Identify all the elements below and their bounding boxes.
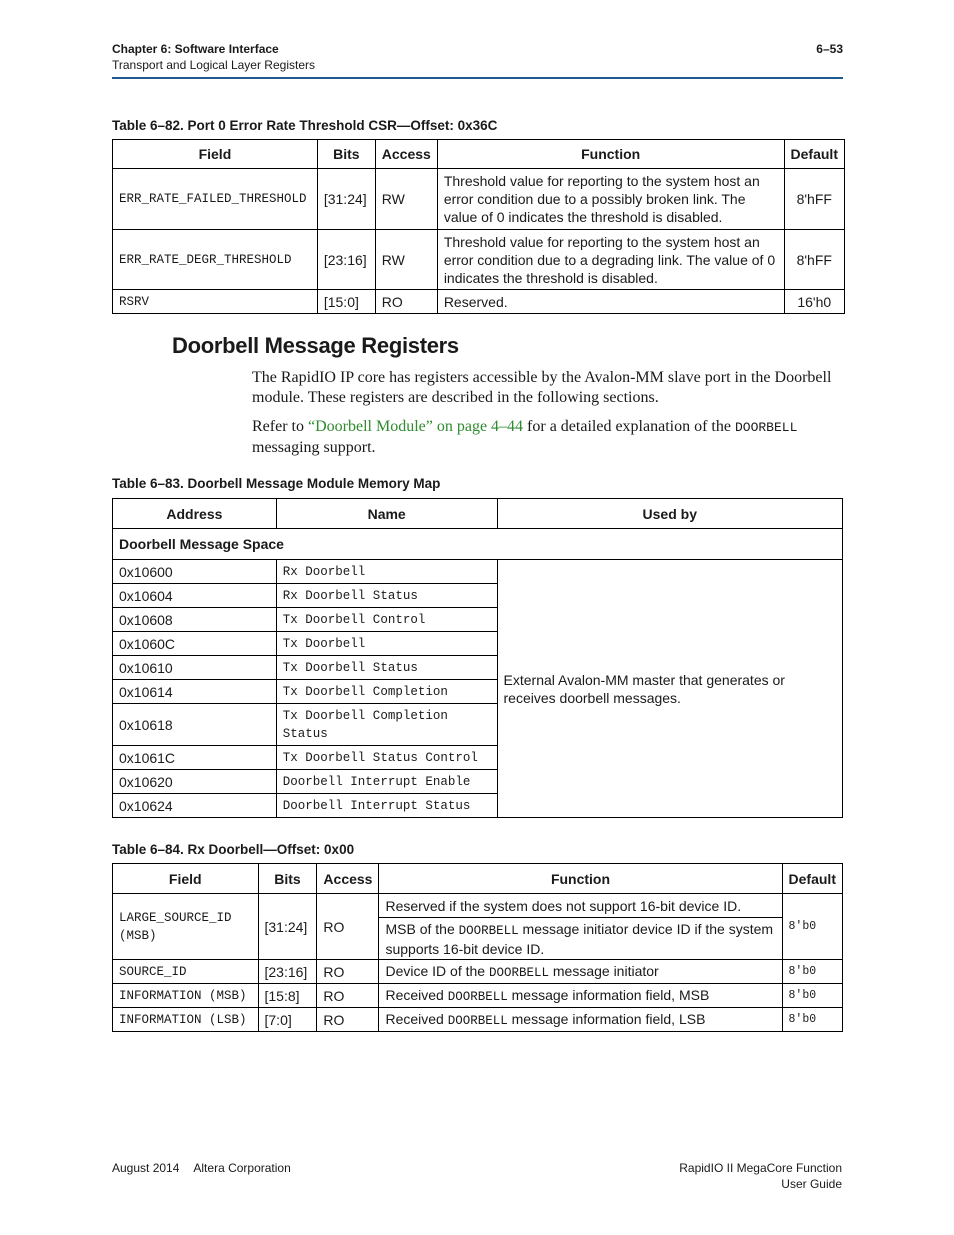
access-cell: RO: [317, 960, 379, 984]
function-cell: Threshold value for reporting to the system host an error condition due to a possibly broken link. The value of 0 indicates the threshold is disabled.: [437, 169, 784, 230]
function-text: Received: [385, 1011, 448, 1027]
column-header: Used by: [497, 499, 842, 529]
bits-cell: [15:8]: [258, 984, 317, 1008]
function-cell: [379, 984, 782, 1008]
bits-cell: [31:24]: [317, 169, 375, 230]
name-cell: Tx Doorbell Status: [276, 656, 497, 680]
section-title: Transport and Logical Layer Registers: [112, 58, 315, 72]
function-text: message information field, MSB: [507, 987, 710, 1003]
column-header: Address: [113, 499, 277, 529]
address-cell: 0x10614: [113, 680, 277, 704]
address-cell: 0x10600: [113, 560, 277, 584]
field-cell: RSRV: [113, 290, 318, 314]
address-cell: 0x1060C: [113, 632, 277, 656]
column-header: Default: [784, 140, 844, 169]
paragraph-text: messaging support.: [252, 439, 376, 456]
footer-date: August 2014: [112, 1161, 180, 1175]
function-cell: Reserved if the system does not support 16-bit device ID.: [379, 894, 782, 918]
group-label: Doorbell Message Space: [113, 529, 843, 560]
default-cell: 8'hFF: [784, 230, 844, 290]
table-84: [112, 863, 843, 1032]
function-text: Received: [385, 987, 448, 1003]
table-header-row: [113, 499, 843, 529]
section-heading: Doorbell Message Registers: [172, 333, 459, 358]
access-cell: RO: [375, 290, 437, 314]
code-text: DOORBELL: [734, 420, 798, 435]
column-header: Access: [375, 140, 437, 169]
access-cell: RO: [317, 1008, 379, 1032]
table-82: [112, 139, 845, 314]
footer-doc-type: User Guide: [781, 1177, 842, 1191]
name-cell: Tx Doorbell: [276, 632, 497, 656]
footer-right: [679, 1160, 842, 1192]
address-cell: 0x10604: [113, 584, 277, 608]
address-cell: 0x10610: [113, 656, 277, 680]
page-number: 6–53: [816, 42, 843, 56]
function-text: message information field, LSB: [507, 1011, 706, 1027]
table-row: [113, 1008, 843, 1032]
paragraph-text: for a detailed explanation of the: [523, 418, 735, 435]
intro-paragraph: The RapidIO IP core has registers accessible by the Avalon-MM slave port in the Doorbell module. These registers are described in the following sections.: [252, 369, 832, 406]
reference-paragraph: [252, 417, 842, 458]
name-cell: Doorbell Interrupt Status: [276, 794, 497, 818]
field-cell: INFORMATION (LSB): [113, 1008, 259, 1032]
default-cell: 8'b0: [782, 960, 842, 984]
column-header: Field: [113, 140, 318, 169]
field-cell: INFORMATION (MSB): [113, 984, 259, 1008]
bits-cell: [23:16]: [317, 230, 375, 290]
field-cell: ERR_RATE_DEGR_THRESHOLD: [113, 230, 318, 290]
default-cell: 8'b0: [782, 984, 842, 1008]
chapter-title: Chapter 6: Software Interface: [112, 42, 279, 56]
column-header: Function: [379, 864, 782, 894]
table-row: [113, 230, 845, 290]
function-text: MSB of the: [385, 920, 459, 937]
footer-product: RapidIO II MegaCore Function: [679, 1161, 842, 1175]
footer-company: Altera Corporation: [193, 1161, 291, 1175]
address-cell: 0x10618: [113, 704, 277, 746]
bits-cell: [15:0]: [317, 290, 375, 314]
table-82-caption: Table 6–82. Port 0 Error Rate Threshold CSR—Offset: 0x36C: [112, 118, 498, 133]
table-83: [112, 498, 843, 818]
paragraph-text: Refer to: [252, 418, 308, 435]
code-text: DOORBELL: [447, 1014, 508, 1028]
footer-left: [112, 1160, 291, 1176]
doorbell-module-link[interactable]: “Doorbell Module” on page 4–44: [307, 418, 524, 435]
column-header: Access: [317, 864, 379, 894]
function-text: message initiator: [548, 963, 659, 979]
bits-cell: [31:24]: [258, 894, 317, 960]
column-header: Name: [276, 499, 497, 529]
code-text: DOORBELL: [458, 923, 519, 938]
used-by-cell: External Avalon-MM master that generates or receives doorbell messages.: [497, 560, 842, 818]
function-text: message initiator device ID if the system supports 16-bit device ID.: [385, 920, 774, 957]
page-header: [112, 42, 843, 72]
field-cell: ERR_RATE_FAILED_THRESHOLD: [113, 169, 318, 230]
code-text: DOORBELL: [447, 990, 508, 1004]
column-header: Function: [437, 140, 784, 169]
bits-cell: [7:0]: [258, 1008, 317, 1032]
table-row: [113, 560, 843, 584]
default-cell: 16'h0: [784, 290, 844, 314]
column-header: Field: [113, 864, 259, 894]
field-cell: SOURCE_ID: [113, 960, 259, 984]
default-cell: 8'b0: [782, 1008, 842, 1032]
function-cell: Threshold value for reporting to the system host an error condition due to a degrading link. The value of 0 indicates the threshold is disabled.: [437, 230, 784, 290]
function-cell: [379, 918, 782, 960]
table-header-row: [113, 140, 845, 169]
default-cell: 8'hFF: [784, 169, 844, 230]
address-cell: 0x10608: [113, 608, 277, 632]
table-row: [113, 290, 845, 314]
field-cell: LARGE_SOURCE_ID (MSB): [113, 894, 259, 960]
name-cell: Tx Doorbell Control: [276, 608, 497, 632]
access-cell: RW: [375, 169, 437, 230]
table-row: [113, 984, 843, 1008]
function-cell: [379, 960, 782, 984]
bits-cell: [23:16]: [258, 960, 317, 984]
column-header: Bits: [317, 140, 375, 169]
code-text: DOORBELL: [488, 966, 549, 980]
function-cell: Reserved.: [437, 290, 784, 314]
address-cell: 0x1061C: [113, 746, 277, 770]
access-cell: RW: [375, 230, 437, 290]
header-rule: [112, 77, 843, 79]
access-cell: RO: [317, 894, 379, 960]
group-row: [113, 529, 843, 560]
name-cell: Tx Doorbell Status Control: [276, 746, 497, 770]
column-header: Bits: [258, 864, 317, 894]
default-cell: 8'b0: [782, 894, 842, 960]
access-cell: RO: [317, 984, 379, 1008]
address-cell: 0x10620: [113, 770, 277, 794]
table-header-row: [113, 864, 843, 894]
name-cell: Doorbell Interrupt Enable: [276, 770, 497, 794]
name-cell: Tx Doorbell Completion Status: [276, 704, 497, 746]
table-row: [113, 169, 845, 230]
table-83-caption: Table 6–83. Doorbell Message Module Memory Map: [112, 476, 441, 491]
function-cell: [379, 1008, 782, 1032]
table-row: [113, 960, 843, 984]
name-cell: Rx Doorbell: [276, 560, 497, 584]
column-header: Default: [782, 864, 842, 894]
table-row: [113, 894, 843, 918]
name-cell: Tx Doorbell Completion: [276, 680, 497, 704]
address-cell: 0x10624: [113, 794, 277, 818]
function-text: Device ID of the: [385, 963, 489, 979]
table-84-caption: Table 6–84. Rx Doorbell—Offset: 0x00: [112, 842, 355, 857]
name-cell: Rx Doorbell Status: [276, 584, 497, 608]
